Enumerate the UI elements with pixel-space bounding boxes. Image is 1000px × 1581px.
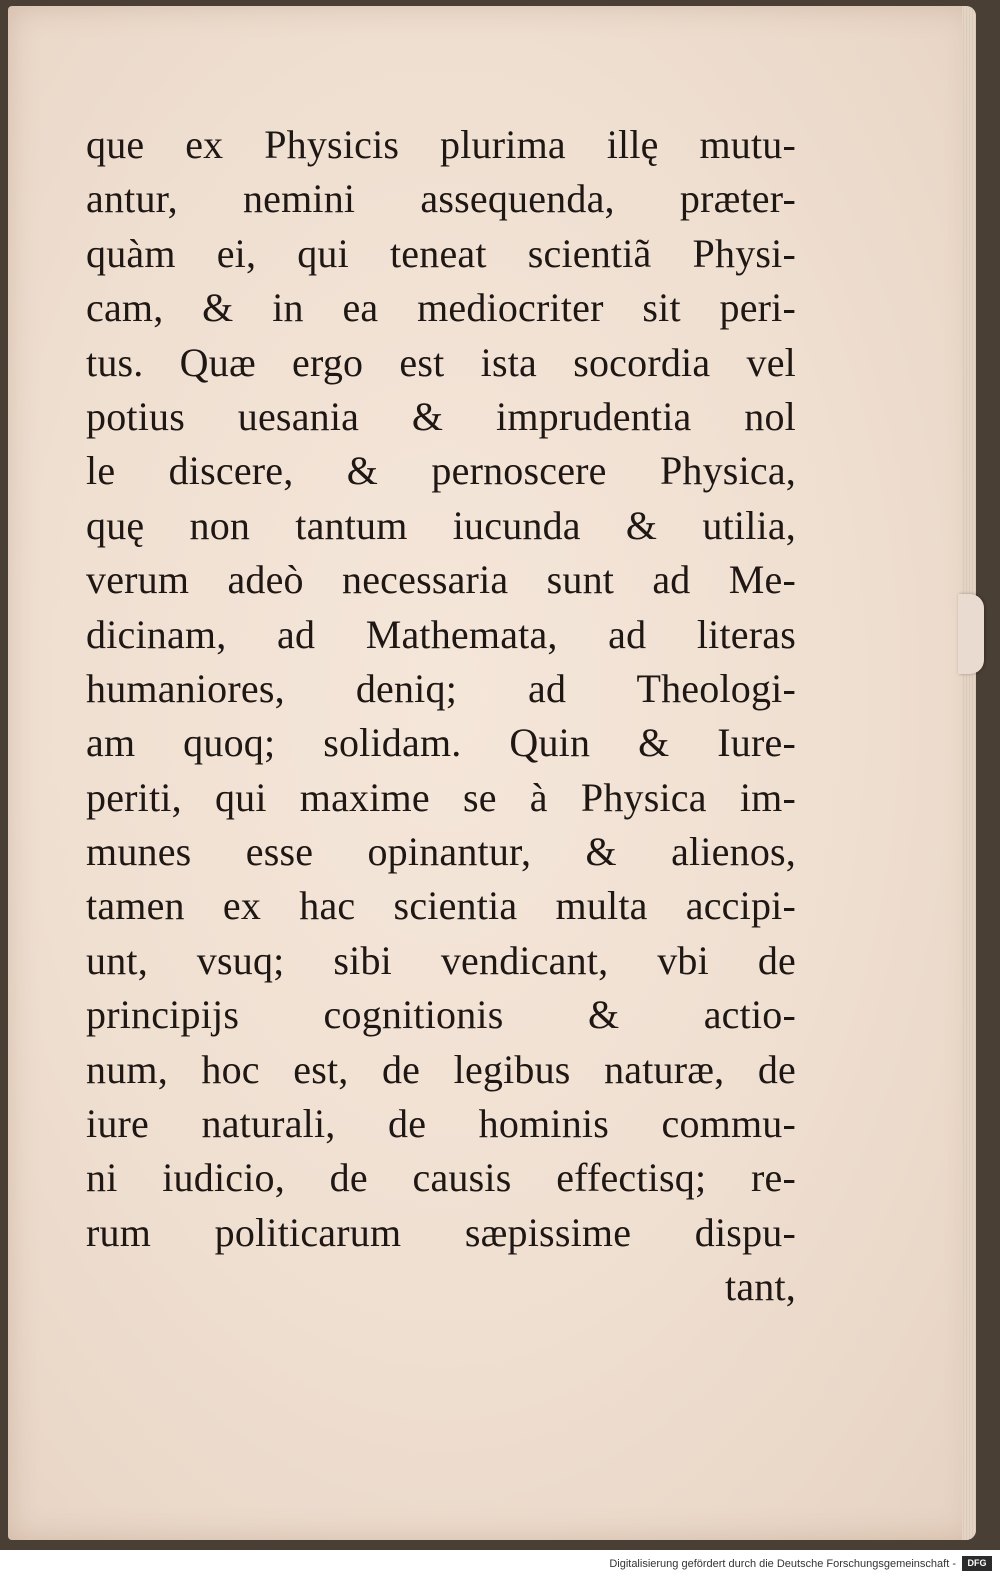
page-edge <box>962 6 976 1540</box>
dfg-logo: DFG <box>962 1556 992 1571</box>
text-line: quàm ei, qui teneat scientiã Physi- <box>86 230 796 276</box>
text-line: ni iudicio, de causis effectisq; re- <box>86 1155 796 1201</box>
footer <box>0 1550 1000 1581</box>
text-line: potius uesania & imprudentia nol <box>86 393 796 439</box>
footer-credit: Digitalisierung gefördert durch die Deutsche Forschungsgemeinschaft - <box>609 1558 956 1570</box>
text-line: cam, & in ea mediocriter sit peri- <box>86 285 796 331</box>
text-line: humaniores, deniq; ad Theologi- <box>86 665 796 711</box>
text-line: rum politicarum sæpissime dispu- <box>86 1209 796 1255</box>
text-line: tamen ex hac scientia multa accipi- <box>86 883 796 929</box>
text-line: am quoq; solidam. Quin & Iure- <box>86 720 796 766</box>
catchword: tant, <box>725 1264 796 1310</box>
text-line: principijs cognitionis & actio- <box>86 992 796 1038</box>
book-page <box>8 6 976 1540</box>
text-line: munes esse opinantur, & alienos, <box>86 829 796 875</box>
text-line: verum adeò necessaria sunt ad Me- <box>86 557 796 603</box>
text-line: le discere, & pernoscere Physica, <box>86 448 796 494</box>
text-line: unt, vsuq; sibi vendicant, vbi de <box>86 937 796 983</box>
page-tab <box>958 594 984 674</box>
text-line: num, hoc est, de legibus naturæ, de <box>86 1046 796 1092</box>
text-line: dicinam, ad Mathemata, ad literas <box>86 611 796 657</box>
text-block <box>86 118 796 1315</box>
text-line: tus. Quæ ergo est ista socordia vel <box>86 339 796 385</box>
text-line: iure naturali, de hominis commu- <box>86 1101 796 1147</box>
text-line: periti, qui maxime se à Physica im- <box>86 774 796 820</box>
text-line: que ex Physicis plurima illę mutu- <box>86 122 796 167</box>
text-line: antur, nemini assequenda, præter- <box>86 176 796 222</box>
text-line: quę non tantum iucunda & utilia, <box>86 502 796 548</box>
